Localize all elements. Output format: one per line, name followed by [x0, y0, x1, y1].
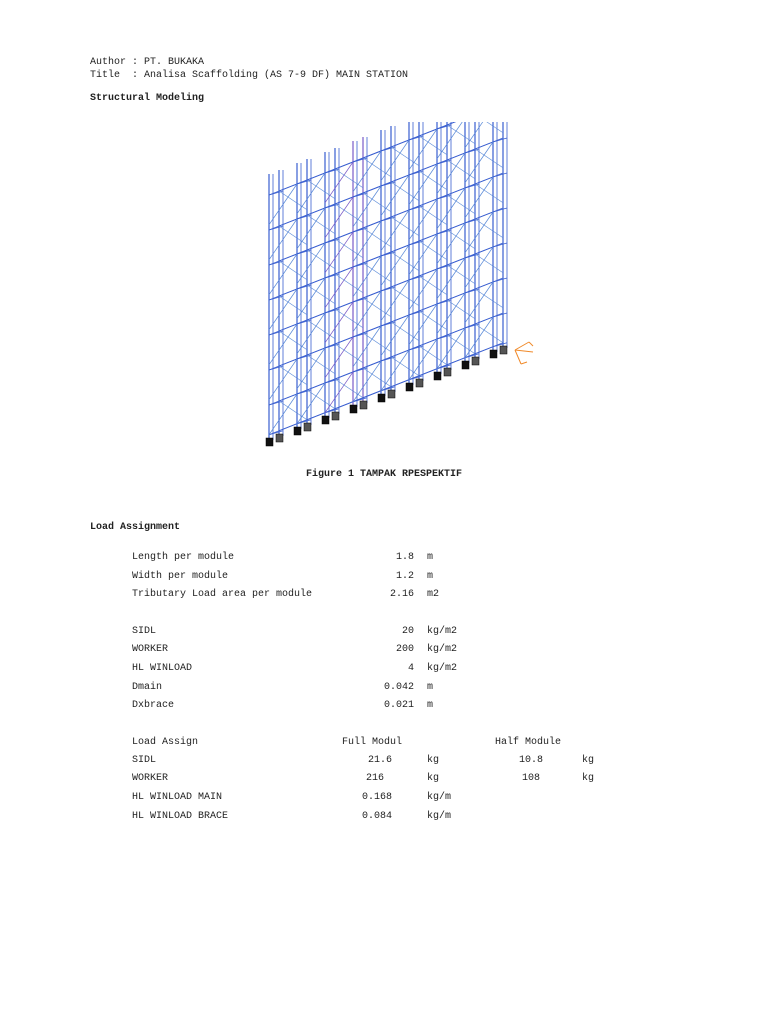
- scaffold-transom: [409, 206, 423, 210]
- scaffold-transom: [381, 357, 395, 361]
- row-label: WORKER: [132, 773, 169, 784]
- row-full: 0.084: [361, 811, 392, 822]
- scaffold-transom: [269, 261, 283, 265]
- scaffold-transom: [325, 204, 339, 208]
- row-value: 2.16: [389, 589, 414, 600]
- support-node: [388, 390, 395, 398]
- scaffold-transom: [269, 191, 283, 195]
- row-label: HL WINLOAD MAIN: [132, 792, 223, 803]
- row-label: Length per module: [132, 552, 235, 563]
- scaffold-transom: [381, 182, 395, 186]
- support-node: [294, 427, 301, 435]
- row-full-unit: kg/m: [427, 792, 452, 803]
- author-line: Author : PT. BUKAKA: [90, 57, 205, 68]
- row-unit: kg/m2: [427, 663, 458, 674]
- scaffold-transom: [465, 254, 479, 258]
- scaffold-transom: [269, 401, 283, 405]
- support-node: [304, 423, 311, 431]
- scaffold-transom: [381, 322, 395, 326]
- col-header-half: Half Module: [495, 737, 562, 748]
- scaffold-transom: [353, 193, 367, 197]
- scaffold-transom: [297, 320, 311, 324]
- row-label: Dxbrace: [132, 700, 175, 711]
- row-label: Width per module: [132, 571, 229, 582]
- scaffold-transom: [269, 296, 283, 300]
- support-node: [276, 434, 283, 442]
- scaffold-transom: [465, 324, 479, 328]
- scaffold-transom: [381, 217, 395, 221]
- support-node: [332, 412, 339, 420]
- row-full-unit: kg: [427, 755, 440, 766]
- row-full: 216: [365, 773, 384, 784]
- scaffold-transom: [325, 309, 339, 313]
- title-line: Title : Analisa Scaffolding (AS 7-9 DF) MAIN STATION: [90, 70, 409, 81]
- structural-modeling-heading: Structural Modeling: [90, 93, 205, 104]
- scaffold-transom: [409, 276, 423, 280]
- scaffold-transom: [409, 136, 423, 140]
- row-label: Tributary Load area per module: [132, 589, 313, 600]
- row-unit: m2: [427, 589, 440, 600]
- scaffold-transom: [325, 274, 339, 278]
- support-node: [472, 357, 479, 365]
- row-full-unit: kg: [427, 773, 440, 784]
- support-node: [406, 383, 413, 391]
- row-value: 1.2: [395, 571, 414, 582]
- load-assignment-heading: Load Assignment: [90, 522, 181, 533]
- scaffold-transom: [297, 390, 311, 394]
- scaffold-transom: [493, 243, 507, 247]
- scaffold-transom: [325, 379, 339, 383]
- col-header-full: Full Modul: [342, 737, 403, 748]
- scaffold-transom: [437, 195, 451, 199]
- row-value: 4: [407, 663, 414, 674]
- scaffold-transom: [353, 263, 367, 267]
- row-label: SIDL: [132, 755, 157, 766]
- scaffold-transom: [437, 125, 451, 129]
- axis-z: [515, 350, 533, 352]
- scaffold-transom: [353, 228, 367, 232]
- scaffold-transom: [493, 173, 507, 177]
- scaffold-transom: [465, 219, 479, 223]
- row-value: 0.042: [383, 682, 414, 693]
- scaffold-transom: [409, 311, 423, 315]
- col-header-label: Load Assign: [132, 737, 199, 748]
- row-label: SIDL: [132, 626, 157, 637]
- row-full: 0.168: [361, 792, 392, 803]
- axis-y-cap: [521, 362, 527, 364]
- scaffold-transom: [353, 333, 367, 337]
- scaffold-transom: [325, 344, 339, 348]
- scaffold-transom: [297, 215, 311, 219]
- scaffold-transom: [437, 265, 451, 269]
- row-unit: m: [427, 682, 434, 693]
- scaffold-transom: [409, 171, 423, 175]
- scaffold-3d-model: [255, 122, 535, 457]
- scaffold-transom: [465, 289, 479, 293]
- row-value: 1.8: [395, 552, 414, 563]
- support-node: [266, 438, 273, 446]
- support-node: [434, 372, 441, 380]
- scaffold-transom: [437, 230, 451, 234]
- support-node: [322, 416, 329, 424]
- row-unit: m: [427, 552, 434, 563]
- figure-caption: Figure 1 TAMPAK RPESPEKTIF: [306, 469, 463, 480]
- scaffold-transom: [297, 355, 311, 359]
- scaffold-transom: [269, 366, 283, 370]
- scaffold-transom: [381, 287, 395, 291]
- row-half: 108: [521, 773, 540, 784]
- scaffold-transom: [437, 160, 451, 164]
- scaffold-transom: [269, 331, 283, 335]
- scaffold-transom: [493, 208, 507, 212]
- row-value: 200: [395, 644, 414, 655]
- support-node: [378, 394, 385, 402]
- scaffold-transom: [409, 346, 423, 350]
- scaffold-transom: [493, 313, 507, 317]
- row-label: Dmain: [132, 682, 163, 693]
- scaffold-transom: [409, 241, 423, 245]
- scaffold-transom: [269, 226, 283, 230]
- support-node: [350, 405, 357, 413]
- support-node: [360, 401, 367, 409]
- scaffold-transom: [297, 180, 311, 184]
- support-node: [500, 346, 507, 354]
- axis-x: [515, 342, 529, 350]
- support-node: [444, 368, 451, 376]
- scaffold-transom: [437, 300, 451, 304]
- scaffold-transom: [493, 278, 507, 282]
- scaffold-transom: [353, 298, 367, 302]
- row-full: 21.6: [367, 755, 392, 766]
- scaffold-transom: [381, 252, 395, 256]
- axis-x-cap: [529, 342, 533, 346]
- row-half: 10.8: [518, 755, 543, 766]
- scaffold-transom: [437, 335, 451, 339]
- row-value: 0.021: [383, 700, 414, 711]
- scaffold-transom: [297, 250, 311, 254]
- row-unit: kg/m2: [427, 644, 458, 655]
- row-label: HL WINLOAD BRACE: [132, 811, 229, 822]
- row-value: 20: [401, 626, 414, 637]
- scaffold-transom: [353, 368, 367, 372]
- support-node: [416, 379, 423, 387]
- support-node: [490, 350, 497, 358]
- row-full-unit: kg/m: [427, 811, 452, 822]
- row-label: HL WINLOAD: [132, 663, 193, 674]
- scaffold-transom: [297, 285, 311, 289]
- scaffold-transom: [353, 158, 367, 162]
- scaffold-transom: [381, 147, 395, 151]
- row-label: WORKER: [132, 644, 169, 655]
- scaffold-transom: [465, 184, 479, 188]
- row-half-unit: kg: [582, 755, 595, 766]
- scaffold-transom: [325, 239, 339, 243]
- scaffold-transom: [493, 138, 507, 142]
- row-unit: kg/m2: [427, 626, 458, 637]
- scaffold-transom: [465, 149, 479, 153]
- row-half-unit: kg: [582, 773, 595, 784]
- row-unit: m: [427, 700, 434, 711]
- support-node: [462, 361, 469, 369]
- scaffold-transom: [325, 169, 339, 173]
- axis-y: [515, 350, 521, 364]
- row-unit: m: [427, 571, 434, 582]
